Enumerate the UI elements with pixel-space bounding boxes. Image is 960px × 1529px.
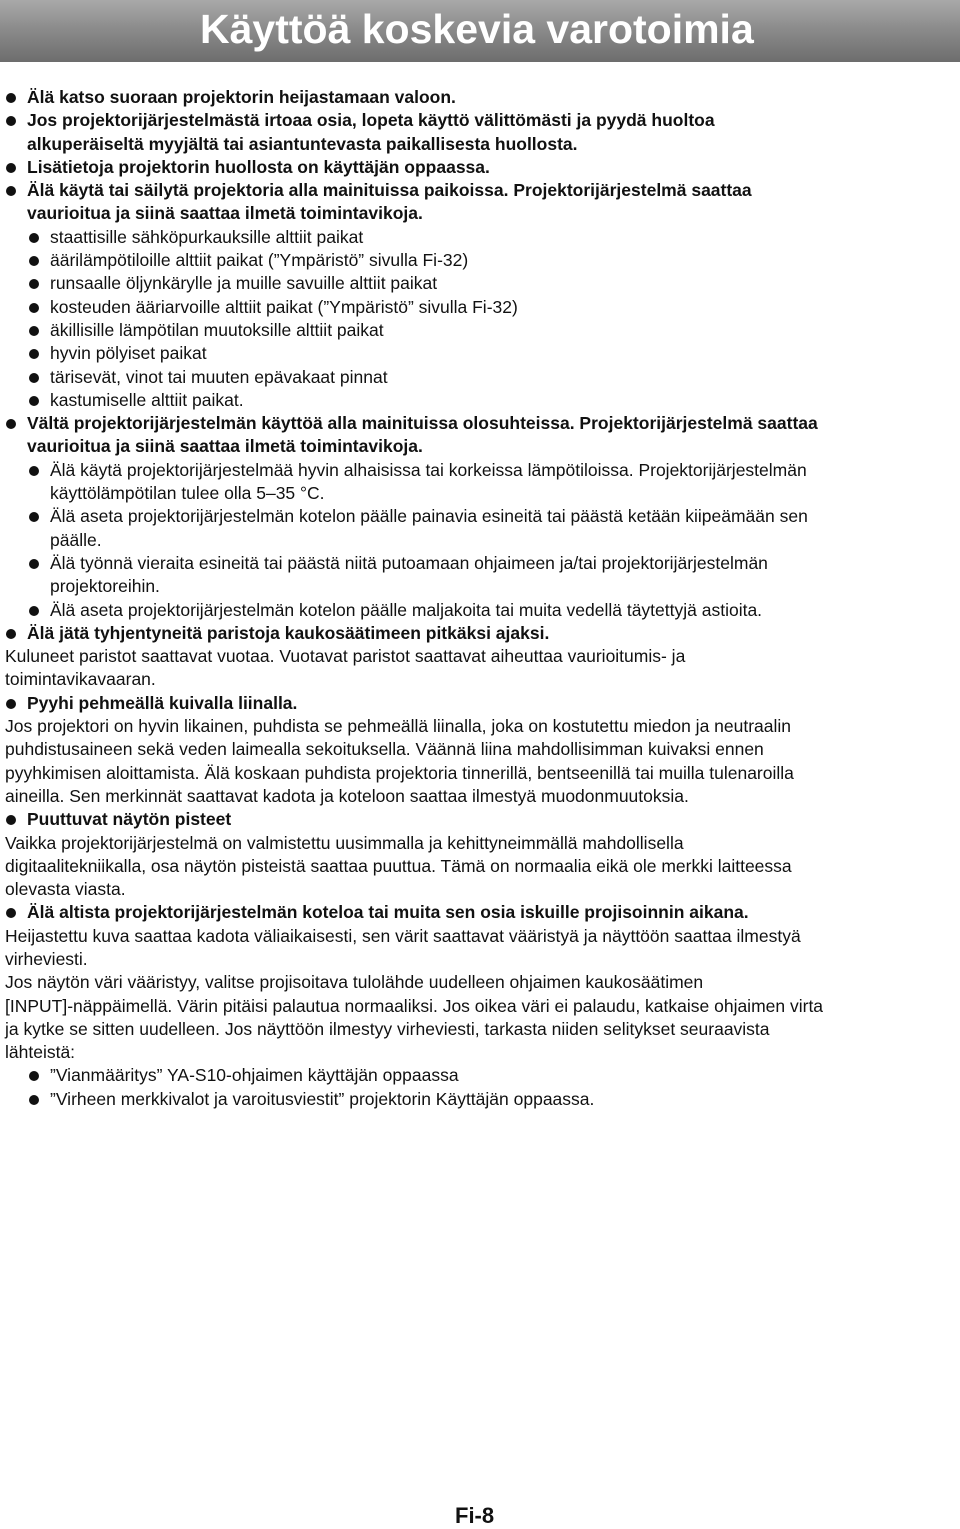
bullet-icon	[29, 373, 39, 383]
title-bar	[0, 0, 960, 62]
page-number: Fi-8	[455, 1503, 495, 1528]
bullet-icon	[6, 908, 16, 918]
page-content	[5, 86, 950, 1111]
bullet-heading-service-info: Lisätietoja projektorin huollosta on käyttäjän oppaassa.	[5, 156, 950, 179]
list-item: Älä työnnä vieraita esineitä tai päästä niitä putoamaan ohjaimeen ja/tai projektorijärjestelmän	[5, 552, 950, 575]
bullet-icon	[29, 349, 39, 359]
bullet-icon	[6, 815, 16, 825]
page-title: Käyttöä koskevia varotoimia	[200, 6, 754, 52]
bullet-icon	[29, 1095, 39, 1105]
list-item: Älä aseta projektorijärjestelmän kotelon päälle painavia esineitä tai päästä ketään kiipeämään sen	[5, 505, 950, 528]
list-item: Älä aseta projektorijärjestelmän kotelon päälle maljakoita tai muita vedellä täytettyjä astioita.	[5, 599, 950, 622]
bullet-icon	[29, 466, 39, 476]
bullet-icon	[29, 512, 39, 522]
bullet-icon	[29, 606, 39, 616]
section-missing-pixels: Puuttuvat näytön pisteet Vaikka projektorijärjestelmä on valmistettu uusimmalla ja kehittyneimmällä mahdollisella digitaalitekniikalla, osa näytön pisteistä saattaa puuttua. Tämä on normaalia eikä ole merkki laitteessa olevasta viasta.	[5, 809, 792, 900]
section-locations: Älä käytä tai säilytä projektoria alla mainituissa paikoissa. Projektorijärjestelmä saattaa vaurioitua ja siinä saattaa ilmetä toimintavikoja. staattisille sähköpurkauksille alttiit paikat äärilämpötiloille alttiit paikat (”Ympäristö” sivulla Fi-32) runsaalle öljynkärylle ja muille savuille alttiit paikat kosteuden ääriarvoille alttiit paikat (”Ympäristö” sivulla Fi-32) äkillisille lämpötilan muutoksille alttiit paikat hyvin pölyiset paikat tärisevät, vinot tai muuten epävakaat pinnat kastumiselle alttiit paikat.	[5, 179, 950, 412]
bullet-icon	[6, 419, 16, 429]
list-item: ”Virheen merkkivalot ja varoitusviestit” projektorin Käyttäjän oppaassa.	[5, 1088, 950, 1111]
bullet-icon	[6, 116, 16, 126]
bullet-heading-loose-parts: Jos projektorijärjestelmästä irtoaa osia, lopeta käyttö välittömästi ja pyydä huoltoa alkuperäiseltä myyjältä tai asiantuntevasta paikallisesta huollosta.	[5, 109, 950, 156]
bullet-icon	[6, 163, 16, 173]
bullet-icon	[6, 93, 16, 103]
list-item: Älä käytä projektorijärjestelmää hyvin alhaisissa tai korkeissa lämpötiloissa. Projektorijärjestelmän	[5, 459, 950, 482]
list-item: äärilämpötiloille alttiit paikat (”Ympäristö” sivulla Fi-32)	[5, 249, 950, 272]
bullet-icon	[29, 279, 39, 289]
bullet-icon	[29, 233, 39, 243]
section-impacts: Älä altista projektorijärjestelmän koteloa tai muita sen osia iskuille projisoinnin aikana. Heijastettu kuva saattaa kadota väliaikaisesti, sen värit saattavat vääristyä ja näyttöön saattaa ilmestyä virheviesti. Jos näytön väri vääristyy, valitse projisoitava tulolähde uudelleen ohjaimen kaukosäätimen [INPUT]-näppäimellä. Värin pitäisi palautua normaaliksi. Jos oikea väri ei palaudu, katkaise ohjaimen virta ja kytke se sitten uudelleen. Jos näyttöön ilmestyy virheviesti, tarkasta niiden selitykset seuraavista lähteistä: ”Vianmääritys” YA-S10-ohjaimen käyttäjän oppaassa ”Virheen merkkivalot ja varoitusviestit” projektorin Käyttäjän oppaassa.	[5, 901, 950, 1111]
bullet-icon	[29, 326, 39, 336]
list-item: ”Vianmääritys” YA-S10-ohjaimen käyttäjän oppaassa	[5, 1064, 950, 1087]
bullet-icon	[29, 303, 39, 313]
bullet-icon	[29, 559, 39, 569]
bullet-icon	[6, 699, 16, 709]
list-item: staattisille sähköpurkauksille alttiit paikat	[5, 226, 950, 249]
list-item: tärisevät, vinot tai muuten epävakaat pinnat	[5, 366, 950, 389]
list-item: hyvin pölyiset paikat	[5, 342, 950, 365]
list-item: kosteuden ääriarvoille alttiit paikat (”Ympäristö” sivulla Fi-32)	[5, 296, 950, 319]
list-item: kastumiselle alttiit paikat.	[5, 389, 950, 412]
section-batteries: Älä jätä tyhjentyneitä paristoja kaukosäätimeen pitkäksi ajaksi. Kuluneet paristot saattavat vuotaa. Vuotavat paristot saattavat aiheuttaa vaurioitumis- ja toimintavikavaaran.	[5, 622, 686, 690]
bullet-icon	[6, 186, 16, 196]
bullet-heading-direct-light: Älä katso suoraan projektorin heijastamaan valoon.	[5, 86, 950, 109]
bullet-icon	[29, 256, 39, 266]
bullet-icon	[29, 396, 39, 406]
list-item: äkillisille lämpötilan muutoksille alttiit paikat	[5, 319, 950, 342]
section-cleaning: Pyyhi pehmeällä kuivalla liinalla. Jos projektori on hyvin likainen, puhdista se pehmeällä liinalla, joka on kostutettu miedon ja neutraalin puhdistusaineen sekä veden laimealla sekoituksella. Väännä liina mahdollisimman kuivaksi ennen pyyhkimisen aloittamista. Älä koskaan puhdista projektoria tinnerillä, bentseenillä tai muilla tulenaroilla aineilla. Sen merkinnät saattavat kadota ja koteloon saattaa ilmestyä muodonmuutoksia.	[5, 692, 794, 806]
bullet-icon	[6, 629, 16, 639]
bullet-icon	[29, 1071, 39, 1081]
list-item: runsaalle öljynkärylle ja muille savuille alttiit paikat	[5, 272, 950, 295]
section-conditions: Vältä projektorijärjestelmän käyttöä alla mainituissa olosuhteissa. Projektorijärjestelmä saattaa vaurioitua ja siinä saattaa ilmetä toimintavikoja. Älä käytä projektorijärjestelmää hyvin alhaisissa tai korkeissa lämpötiloissa. Projektorijärjestelmän käyttölämpötilan tulee olla 5–35 °C. Älä aseta projektorijärjestelmän kotelon päälle painavia esineitä tai päästä ketään kiipeämään sen päälle. Älä työnnä vieraita esineitä tai päästä niitä putoamaan ohjaimeen ja/tai projektorijärjestelmän projektoreihin. Älä aseta projektorijärjestelmän kotelon päälle maljakoita tai muita vedellä täytettyjä astioita.	[5, 412, 950, 622]
